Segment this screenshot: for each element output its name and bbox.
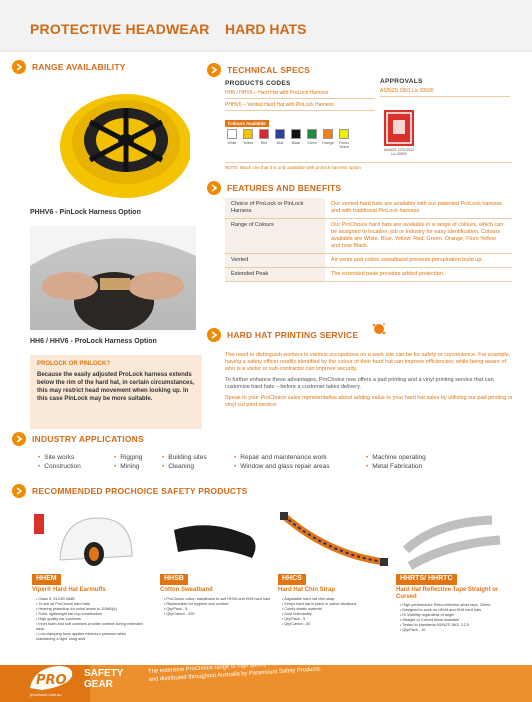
list-item: • Hi Visibility regardless of angle bbox=[400, 613, 508, 618]
arrow-icon bbox=[207, 63, 221, 77]
approvals: APPROVALS AS/NZS 1801 Lic 20500 bbox=[380, 78, 510, 97]
arrow-icon bbox=[207, 181, 221, 195]
features-table bbox=[225, 198, 512, 282]
reflective-tape-image bbox=[396, 510, 511, 572]
list-item: • Keeps hard hat in place in active situations bbox=[282, 602, 390, 607]
prolock-pinlock-box bbox=[30, 355, 202, 429]
range-heading: RANGE AVAILABILITY bbox=[12, 60, 126, 74]
list-item: • Replaceable for hygiene and comfort bbox=[164, 602, 272, 607]
colours-available: Colours Available White Yellow Red Blue Black Green Orange Fluoro Yellow bbox=[225, 120, 357, 154]
product-bullets bbox=[282, 597, 390, 627]
industry-heading: INDUSTRY APPLICATIONS bbox=[12, 432, 144, 446]
product-bullets bbox=[36, 597, 144, 642]
specs-heading: TECHNICAL SPECS bbox=[207, 63, 310, 77]
list-item: • Metal Fabrication bbox=[366, 462, 426, 471]
printing-body: The need to distinguish workers in various occupations on a work site can be for safety or convenience. For example, having a safety officer readily identified by the colour of their hard hat can improve efficiencies; while being aware of who is a visitor or sub-contractor can improve security. To further enhance these advantages, ProChoice now offers a pad printing and a vinyl printing service that can customise hard hats – before a customer takes delivery. Speak to your ProChoice sales representative about adding value to your hard hat sales by utilizing our pad printing or vinyl cut print service. bbox=[225, 352, 513, 408]
list-item: • ProChoice cotton sweatband to suit HHV6 and HH6 hard hats bbox=[164, 597, 272, 602]
colour-swatch bbox=[307, 129, 317, 139]
list-item: • Qty/Pack - 10 bbox=[400, 628, 508, 633]
colour-swatch bbox=[227, 129, 237, 139]
list-item: • Cleaning bbox=[162, 462, 207, 471]
list-item: • Qty/Pack - 5 bbox=[282, 617, 390, 622]
arrow-icon bbox=[207, 328, 221, 342]
list-item: • Rigging bbox=[114, 453, 142, 462]
product-name: Hard Hat Chin Strap bbox=[278, 587, 336, 593]
page-title: PROTECTIVE HEADWEAR bbox=[30, 21, 210, 37]
colour-swatch bbox=[275, 129, 285, 139]
list-item: • High performance Retro-reflective silver tape, 25mm bbox=[400, 603, 508, 608]
product-bullets bbox=[164, 597, 272, 617]
prochoice-logo bbox=[28, 664, 76, 692]
chin-strap-image bbox=[278, 510, 393, 572]
list-item: • Mining bbox=[114, 462, 142, 471]
list-item: • Straight or Curved finish available bbox=[400, 618, 508, 623]
list-item: • Machine operating bbox=[366, 453, 426, 462]
colour-swatch bbox=[291, 129, 301, 139]
earmuffs-image bbox=[32, 510, 147, 572]
list-item: • Comfy elastic material bbox=[282, 607, 390, 612]
certified-product-badge bbox=[384, 110, 414, 146]
list-item: • Construction bbox=[38, 462, 81, 471]
list-item: • Qty/Carton - 50 bbox=[282, 622, 390, 627]
yellow-hard-hat-image bbox=[30, 82, 190, 200]
product-name: Viper® Hard Hat Earmuffs bbox=[32, 587, 106, 593]
list-item: • Repair and maintenance work bbox=[234, 453, 330, 462]
product-code: HHEM bbox=[32, 574, 61, 585]
pinbox-answer: Because the easily adjusted ProLock harness extends below the rim of the hard hat, in certain circumstances, this may restrict head movement when looking up. In this case PinLock may be more suitable. bbox=[37, 372, 195, 402]
list-item: • Class 5, SLC80 26dB bbox=[36, 597, 144, 602]
list-item: • Inner foam and soft cushions provide comfort during extended wear bbox=[36, 622, 144, 632]
product-codes: PRODUCTS CODES HH6 / HHV6 – Hard Hat with ProLock Harness PHHV6 – Vented Hard Hat with PinLock Harness bbox=[225, 80, 375, 111]
features-heading: FEATURES AND BENEFITS bbox=[207, 181, 341, 195]
product-code: HHRTS/ HHRTC bbox=[396, 574, 457, 585]
paint-splat-icon bbox=[372, 322, 386, 336]
page-subtitle: HARD HATS bbox=[225, 21, 307, 37]
arrow-icon bbox=[12, 484, 26, 498]
pinlock-caption: PHHV6 - PinLock Harness Option bbox=[30, 209, 141, 216]
table-row: Vented Air vents and cotton sweatband prevents perspiration build up. bbox=[225, 254, 512, 268]
list-item: • Solid, lightweight ear cup construction bbox=[36, 612, 144, 617]
product-bullets bbox=[400, 603, 508, 633]
product-name: Hard Hat Reflective Tape Straight or Curved bbox=[396, 587, 499, 600]
list-item: • Low clamping force applies minimum pressure while maintaining a tight, snug seal bbox=[36, 632, 144, 642]
website-url: prochoice.com.au bbox=[30, 692, 62, 697]
arrow-icon bbox=[12, 60, 26, 74]
product-name: Cotton Sweatband bbox=[160, 587, 213, 593]
list-item: • Hearing protection for noise levels to 110dB(A) bbox=[36, 607, 144, 612]
list-item: • Building sites bbox=[162, 453, 207, 462]
list-item: • Designed to work on HHV6 and HH6 hard hats bbox=[400, 608, 508, 613]
approval-badge-code: AS/NZS 1270:2002 Lic 20500 bbox=[383, 148, 415, 156]
footer-tagline: The extensive ProChoice range of high quality Personal Protective Equipment is produced for Australian conditions and distributed throughout Australia by Paramount Safety Products. bbox=[148, 651, 443, 683]
list-item: • Qty/Carton - 200 bbox=[164, 612, 272, 617]
list-item: • Window and glass repair areas bbox=[234, 462, 330, 471]
table-row: Extended Peak The extended peak provides added protection. bbox=[225, 268, 512, 282]
page-header bbox=[0, 0, 532, 52]
list-item: • Adjustable hard hat chin strap bbox=[282, 597, 390, 602]
table-row: Range of Colours Our ProChoice hard hats are available in a range of colours, which can be assigned to location, job or industry for easy identification. Colours available are White, Blue, Yellow, Red, Green, Orange, Fluro Yellow and now Black. bbox=[225, 219, 512, 254]
list-item: • High quality ear cushions bbox=[36, 617, 144, 622]
table-row: Choice of ProLock or PinLock Harness Our vented hard hats are available with our patented ProLock harness and with traditional PinLock harness. bbox=[225, 198, 512, 219]
product-code: HHSB bbox=[160, 574, 188, 585]
printing-heading: HARD HAT PRINTING SERVICE bbox=[207, 328, 358, 342]
list-item: • Tested to standards AS/NZS 1801 3.2.5 bbox=[400, 623, 508, 628]
black-availability-note: NOTE: Black one that it is only available with prolock harness option bbox=[225, 162, 512, 170]
arrow-icon bbox=[12, 432, 26, 446]
list-item: • Site works bbox=[38, 453, 81, 462]
svg-text:PRO: PRO bbox=[36, 673, 67, 688]
products-heading: RECOMMENDED PROCHOICE SAFETY PRODUCTS bbox=[12, 484, 248, 498]
white-hard-hat-photo bbox=[30, 226, 196, 330]
list-item: • Sold Individually bbox=[282, 612, 390, 617]
sweatband-image bbox=[160, 510, 275, 572]
pinbox-question: PROLOCK OR PINLOCK? bbox=[37, 361, 110, 367]
colour-swatch bbox=[243, 129, 253, 139]
product-code: HHCS bbox=[278, 574, 306, 585]
list-item: • To suit all ProChoice hard hats bbox=[36, 602, 144, 607]
colour-swatch bbox=[339, 129, 349, 139]
colour-swatch bbox=[259, 129, 269, 139]
safety-gear-wordmark: SAFETY GEAR bbox=[84, 668, 124, 690]
list-item: • Qty/Pack - 5 bbox=[164, 607, 272, 612]
industry-list bbox=[38, 453, 518, 483]
colour-swatch bbox=[323, 129, 333, 139]
prolock-caption: HH6 / HHV6 - ProLock Harness Option bbox=[30, 338, 157, 345]
